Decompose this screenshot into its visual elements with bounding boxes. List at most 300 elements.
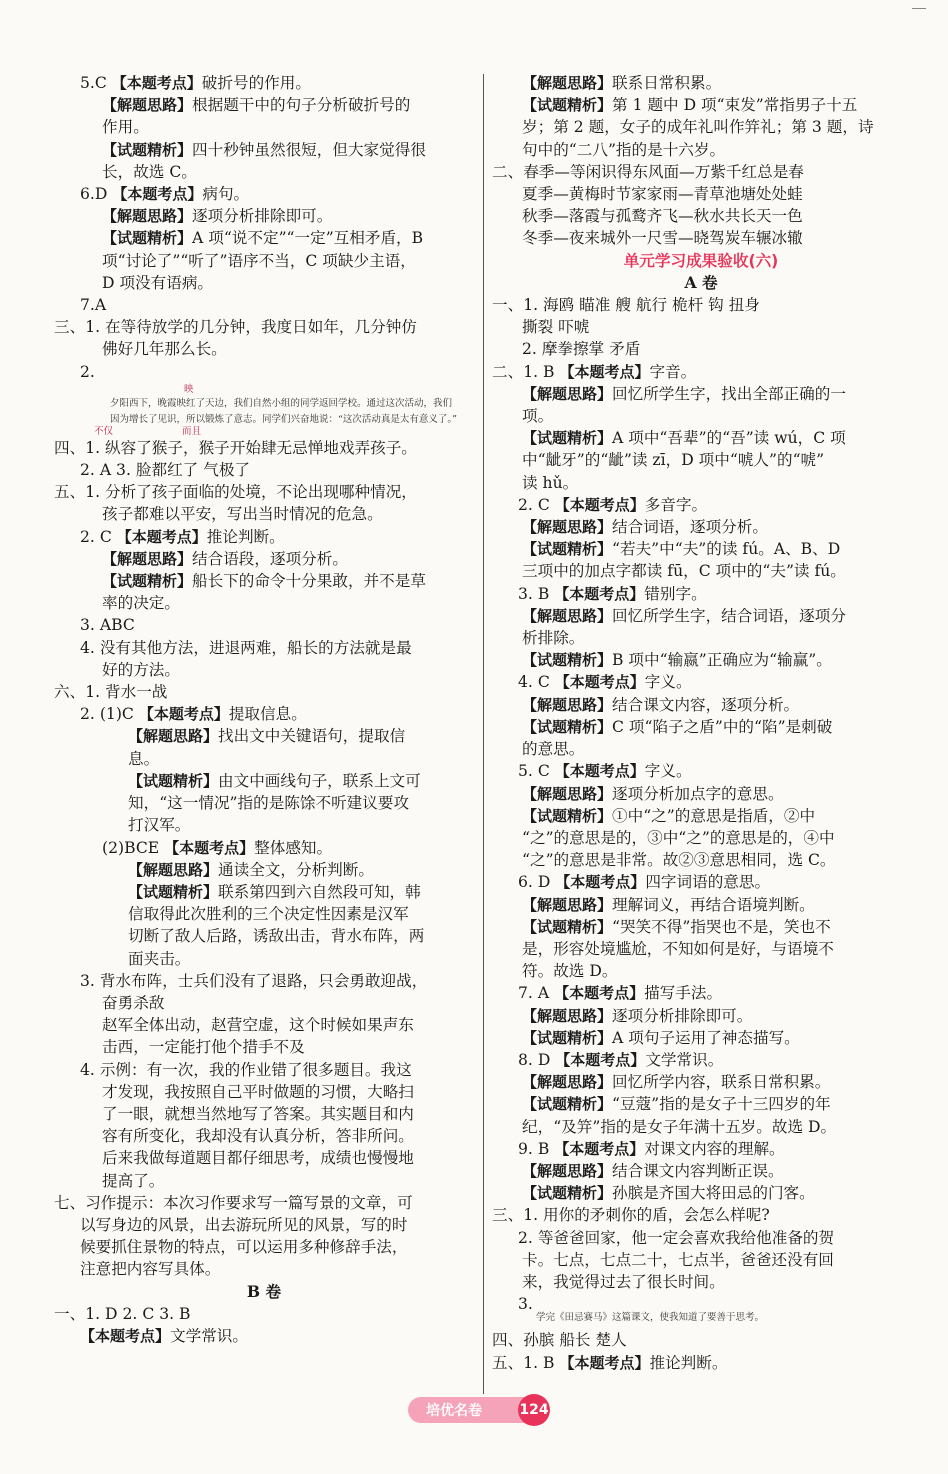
answer-line [492, 1160, 910, 1182]
label-tag: 【本题考点】 [554, 762, 645, 781]
line-text: 卡。七点，七点二十，七点半，爸爸还没有回 [522, 1250, 834, 1269]
answer-line [492, 960, 910, 982]
label-tag: 【试题精析】 [128, 882, 219, 901]
label-tag: 【解题思路】 [522, 784, 613, 803]
label-tag: 【试题精析】 [522, 1184, 613, 1203]
answer-line [54, 548, 474, 570]
line-text: 2. 等爸爸回家，他一定会喜欢我给他准备的贺 [518, 1228, 835, 1247]
line-text: 文学常识。 [645, 1050, 724, 1069]
answer-line: 因为增长了见识，所以锻炼了意志。同学们兴奋地说：“这次活动真是太有意义了。” [110, 413, 457, 425]
line-text: 回忆所学生字，找出全部正确的一 [612, 384, 846, 403]
line-text: 描写手法。 [644, 984, 723, 1003]
answer-line [492, 827, 910, 849]
answer-line [492, 538, 910, 560]
line-text: 中“龇牙”的“龇”读 zī，D 项中“唬人”的“唬” [522, 451, 825, 470]
answer-line [492, 916, 910, 938]
answer-line [492, 361, 910, 383]
line-text: 击西，一定能打他个措手不及 [102, 1038, 305, 1057]
answer-line [492, 516, 910, 538]
line-text: 岁；第 2 题，女子的成年礼叫作笄礼；第 3 题，诗 [522, 118, 874, 137]
answer-line [492, 183, 910, 205]
line-text: 纪，“及笄”指的是女子年满十五岁。故选 D。 [522, 1117, 837, 1136]
answer-line [492, 94, 910, 116]
label-tag: 【本题考点】 [554, 1139, 645, 1158]
answer-line [492, 938, 910, 960]
answer-line [492, 472, 910, 494]
left-column [54, 72, 474, 1347]
line-text: 字音。 [649, 362, 697, 381]
answer-line [54, 294, 474, 316]
line-text: 是，形容处境尴尬，不知如何是好，与语境不 [522, 939, 834, 958]
answer-line [54, 1147, 474, 1169]
answer-line [492, 671, 910, 693]
answer-line [492, 405, 910, 427]
answer-line [54, 814, 474, 836]
answer-line [54, 94, 474, 116]
line-text: 2. C [80, 527, 117, 546]
line-text: 长，故选 C。 [102, 162, 197, 181]
answer-line [492, 1271, 910, 1293]
label-tag: 【本题考点】 [559, 362, 650, 381]
label-tag: 【本题考点】 [116, 527, 207, 546]
section-heading [492, 272, 910, 294]
line-text: 6. D [518, 873, 556, 892]
answer-line [54, 526, 474, 548]
label-tag: 【解题思路】 [522, 695, 613, 714]
answer-line [492, 161, 910, 183]
line-text: 了一眼，就想当然地写了答案。其实题目和内 [102, 1104, 414, 1123]
line-text: 夏季—黄梅时节家家雨—青草池塘处处蛙 [522, 185, 803, 204]
answer-line [54, 361, 474, 383]
label-tag: 【试题精析】 [522, 1028, 613, 1047]
handwritten-sentence: 学完《田忌赛马》这篇课文，使我知道了要善于思考。 [536, 1312, 765, 1324]
answer-line [54, 1081, 474, 1103]
answer-line [54, 1258, 474, 1280]
label-tag: 【解题思路】 [522, 895, 613, 914]
answer-line [54, 1325, 474, 1347]
line-text: 注意把内容写具体。 [80, 1260, 221, 1279]
line-text: 的意思。 [522, 740, 585, 759]
answer-line [54, 1214, 474, 1236]
answer-line [492, 760, 910, 782]
line-text: B 卷 [246, 1281, 282, 1301]
answer-line [492, 72, 910, 94]
line-text: “若夫”中“夫”的读 fú。A、B、D [612, 540, 841, 559]
line-text: 撕裂 吓唬 [522, 318, 590, 337]
answer-line [492, 1093, 910, 1115]
label-tag: 【试题精析】 [128, 771, 219, 790]
answer-line [54, 116, 474, 138]
line-text: 五、1. B [492, 1353, 560, 1372]
line-text: 秋季—落霞与孤鹜齐飞—秋水共长天一色 [522, 207, 803, 226]
answer-line [54, 338, 474, 360]
line-text: 好的方法。 [102, 660, 180, 679]
answer-line [492, 383, 910, 405]
line-text: 面夹击。 [128, 949, 191, 968]
answer-line [54, 1236, 474, 1258]
correction-mark: 映 [184, 383, 194, 395]
column-divider [483, 74, 484, 1394]
label-tag: 【解题思路】 [522, 1006, 613, 1025]
section-heading [492, 250, 910, 272]
answer-line [54, 837, 474, 859]
answer-line [492, 1071, 910, 1093]
line-text: A 卷 [684, 272, 718, 292]
line-text: 孩子都难以平安，写出当时情况的危急。 [102, 505, 383, 524]
answer-line [492, 1049, 910, 1071]
line-text: 6.D [80, 185, 113, 204]
answer-line [54, 659, 474, 681]
answer-line [54, 859, 474, 881]
line-text: 后来我做每道题目都仔细思考，成绩也慢慢地 [102, 1149, 414, 1168]
answer-line [492, 1138, 910, 1160]
label-tag: 【试题精析】 [102, 140, 193, 159]
line-text: 病句。 [202, 185, 250, 204]
answer-line [492, 294, 910, 316]
line-text: 三、1. 用你的矛刺你的盾，会怎么样呢? [492, 1206, 770, 1225]
line-text: 9. B [518, 1139, 555, 1158]
answer-line [492, 139, 910, 161]
answer-line [492, 1204, 910, 1226]
answer-line [54, 725, 474, 747]
answer-line [492, 205, 910, 227]
page-footer [408, 1397, 549, 1423]
line-text: 来，我觉得过去了很长时间。 [522, 1272, 725, 1291]
answer-line [54, 614, 474, 636]
answer-line [54, 1303, 474, 1325]
line-text: 根据题干中的句子分析破折号的 [192, 96, 411, 115]
line-text: 回忆所学生字，结合词语，逐项分 [612, 606, 846, 625]
handwritten-answer-image [54, 383, 474, 437]
line-text: 作用。 [102, 118, 149, 137]
line-text: 奋勇杀敌 [102, 993, 165, 1012]
answer-line [492, 427, 910, 449]
line-text: 5. C [518, 762, 555, 781]
line-text: 4. 没有其他方法，进退两难，船长的方法就是最 [80, 638, 412, 657]
answer-line [54, 903, 474, 925]
line-text: ①中“之”的意思是指盾，②中 [612, 806, 816, 825]
line-text: 单元学习成果验收(六) [623, 251, 779, 270]
line-text: 5.C [80, 74, 112, 92]
line-text: 错别字。 [644, 584, 707, 603]
answer-line [492, 1116, 910, 1138]
answer-line [54, 592, 474, 614]
label-tag: 【本题考点】 [555, 1050, 646, 1069]
page-number: 124 [518, 1394, 550, 1426]
right-column [492, 72, 910, 1374]
answer-line [54, 503, 474, 525]
line-text: 逐项分析排除即可。 [612, 1006, 753, 1025]
line-text: 联系第四到六自然段可知，韩 [218, 882, 421, 901]
line-text: 多音字。 [644, 495, 708, 514]
line-text: 联系日常积累。 [612, 74, 722, 92]
line-text: 四、孙膑 船长 楚人 [492, 1331, 627, 1350]
label-tag: 【解题思路】 [522, 384, 613, 403]
label-tag: 【试题精析】 [522, 540, 613, 559]
line-text: 2. C [518, 495, 555, 514]
answer-line [492, 449, 910, 471]
line-text: 才发现，我按照自己平时做题的习惯，大略扫 [102, 1082, 414, 1101]
line-text: 切断了敌人后路，诱敌出击，背水布阵，两 [128, 927, 425, 946]
answer-line [54, 437, 474, 459]
line-text: 破折号的作用。 [201, 74, 311, 92]
line-text: A 项句子运用了神态描写。 [612, 1028, 800, 1047]
answer-line [492, 316, 910, 338]
line-text: 第 1 题中 D 项“束发”常指男子十五 [612, 96, 858, 115]
answer-line [492, 583, 910, 605]
label-tag: 【解题思路】 [522, 1161, 613, 1180]
answer-line [492, 605, 910, 627]
label-tag: 【试题精析】 [522, 429, 613, 448]
answer-line [54, 139, 474, 161]
line-text: 符。故选 D。 [522, 962, 618, 981]
answer-line [54, 1170, 474, 1192]
line-text: 4. C [518, 673, 555, 692]
line-text: 2. 摩拳擦掌 矛盾 [522, 340, 641, 359]
answer-line [54, 1103, 474, 1125]
line-text: 由文中画线句子，联系上文可 [218, 771, 421, 790]
answer-line [54, 970, 474, 992]
line-text: 冬季—夜来城外一尺雪—晓驾炭车辗冰辙 [522, 229, 803, 248]
answer-line [492, 738, 910, 760]
line-text: 4. 示例：有一次，我的作业错了很多题目。我这 [80, 1060, 412, 1079]
line-text: 信取得此次胜利的三个决定性因素是汉军 [128, 905, 409, 924]
label-tag: 【本题考点】 [554, 495, 645, 514]
answer-line [492, 871, 910, 893]
line-text: A 项中“吾辈”的“吾”读 wú，C 项 [612, 429, 846, 448]
line-text: D 项没有语病。 [102, 273, 214, 292]
line-text: 文学常识。 [170, 1326, 248, 1345]
answer-line [54, 1059, 474, 1081]
label-tag: 【本题考点】 [555, 873, 646, 892]
line-text: 字义。 [644, 673, 692, 692]
answer-line [492, 627, 910, 649]
line-text: 结合课文内容判断正误。 [612, 1161, 784, 1180]
answer-line [54, 570, 474, 592]
line-text: 2. [80, 362, 95, 381]
line-text: 推论判断。 [206, 527, 285, 546]
label-tag: 【试题精析】 [522, 717, 613, 736]
answer-line [54, 748, 474, 770]
label-tag: 【本题考点】 [80, 1326, 171, 1345]
line-text: 推论判断。 [649, 1353, 728, 1372]
line-text: 析排除。 [522, 629, 585, 648]
answer-line [492, 227, 910, 249]
line-text: 四十秒钟虽然很短，但大家觉得很 [192, 140, 426, 159]
line-text: 项。 [522, 407, 554, 426]
line-text: 提高了。 [102, 1171, 165, 1190]
answer-line [492, 649, 910, 671]
label-tag: 【解题思路】 [522, 518, 613, 537]
correction-mark: 不仅 [94, 425, 114, 437]
label-tag: 【解题思路】 [522, 1073, 613, 1092]
line-text: 项“讨论了”“听了”语序不当，C 项缺少主语， [102, 251, 416, 270]
line-text: 结合课文内容，逐项分析。 [612, 695, 800, 714]
line-text: C 项“陷子之盾”中的“陷”是刺破 [612, 717, 833, 736]
answer-line [54, 227, 474, 249]
correction-mark: 而且 [182, 425, 202, 437]
line-text: 四、1. 纵容了猴子，猴子开始肆无忌惮地戏弄孩子。 [54, 438, 417, 457]
line-text: 7.A [80, 296, 107, 315]
corner-mark [912, 8, 926, 9]
answer-line [54, 1036, 474, 1058]
line-text: A 项“说不定”“一定”互相矛盾，B [192, 229, 424, 248]
line-text: 三、1. 在等待放学的几分钟，我度日如年，几分钟仿 [54, 318, 417, 337]
answer-line [54, 770, 474, 792]
answer-line [492, 1329, 910, 1351]
line-text: 结合词语，逐项分析。 [612, 518, 768, 537]
line-text: 句中的“二八”指的是十六岁。 [522, 140, 726, 159]
label-tag: 【试题精析】 [522, 96, 613, 115]
line-text: 3. 背水布阵，士兵们没有了退路，只会勇敢迎战， [80, 971, 428, 990]
answer-line [54, 925, 474, 947]
answer-line [492, 560, 910, 582]
label-tag: 【解题思路】 [102, 549, 193, 568]
answer-line [492, 805, 910, 827]
line-text: 逐项分析排除即可。 [192, 207, 333, 226]
line-text: “之”的意思是非常。故②③意思相同，选 C。 [522, 851, 836, 870]
answer-line [492, 1227, 910, 1249]
answer-line [54, 183, 474, 205]
line-text: 船长下的命令十分果敢，并不是草 [192, 572, 426, 591]
line-text: 率的决定。 [102, 594, 180, 613]
line-text: 候要抓住景物的特点，可以运用多种修辞手法， [80, 1238, 408, 1257]
label-tag: 【本题考点】 [554, 673, 645, 692]
line-text: 逐项分析加点字的意思。 [612, 784, 784, 803]
answer-line [492, 849, 910, 871]
line-text: B 项中“输嬴”正确应为“输赢”。 [612, 651, 832, 670]
label-tag: 【本题考点】 [111, 74, 202, 92]
answer-line [492, 1182, 910, 1204]
line-text: 孙膑是齐国大将田忌的门客。 [612, 1184, 815, 1203]
footer-brand: 培优名卷 [426, 1403, 482, 1419]
line-text: 一、1. 海鸥 瞄准 艘 航行 桅杆 钩 扭身 [492, 296, 760, 315]
line-text: 找出文中关键语句，提取信 [218, 727, 406, 746]
line-text: 字义。 [644, 762, 692, 781]
line-text: “之”的意思是的，③中“之”的意思是的，④中 [522, 828, 835, 847]
line-text: 8. D [518, 1050, 556, 1069]
answer-line [492, 694, 910, 716]
label-tag: 【解题思路】 [128, 727, 219, 746]
answer-line [54, 250, 474, 272]
label-tag: 【试题精析】 [522, 806, 613, 825]
label-tag: 【本题考点】 [554, 584, 645, 603]
answer-line [492, 1249, 910, 1271]
label-tag: 【本题考点】 [138, 705, 229, 724]
line-text: 3. ABC [80, 616, 135, 635]
label-tag: 【本题考点】 [554, 984, 645, 1003]
label-tag: 【试题精析】 [522, 1095, 613, 1114]
answer-line [492, 338, 910, 360]
answer-line [54, 481, 474, 503]
answer-line [54, 792, 474, 814]
label-tag: 【本题考点】 [559, 1353, 650, 1372]
answer-line [492, 716, 910, 738]
label-tag: 【解题思路】 [102, 96, 193, 115]
label-tag: 【解题思路】 [522, 606, 613, 625]
line-text: 二、春季—等闲识得东风面—万紫千红总是春 [492, 162, 804, 181]
line-text: 六、1. 背水一战 [54, 683, 168, 702]
line-text: 容有所变化，我却没有认真分析，答非所问。 [102, 1127, 414, 1146]
label-tag: 【解题思路】 [522, 74, 613, 92]
label-tag: 【试题精析】 [102, 572, 193, 591]
line-text: 三项中的加点字都读 fū，C 项中的“夫”读 fú。 [522, 562, 846, 581]
line-text: 七、习作提示：本次习作要求写一篇写景的文章，可 [54, 1193, 413, 1212]
label-tag: 【试题精析】 [522, 651, 613, 670]
answer-line [54, 1192, 474, 1214]
answer-line [54, 992, 474, 1014]
answer-line [54, 1125, 474, 1147]
section-heading [54, 1281, 474, 1303]
line-text: 五、1. 分析了孩子面临的处境，不论出现哪种情况， [54, 483, 417, 502]
answer-line [492, 783, 910, 805]
answer-line [54, 1014, 474, 1036]
answer-line [54, 72, 474, 94]
answer-line [492, 494, 910, 516]
line-text: 以写身边的风景，出去游玩所见的风景，写的时 [80, 1215, 408, 1234]
line-text: “哭笑不得”指哭也不是，笑也不 [612, 917, 831, 936]
line-text: 提取信息。 [228, 705, 307, 724]
answer-line [492, 1005, 910, 1027]
line-text: 整体感知。 [254, 838, 333, 857]
line-text: 2. (1)C [80, 705, 139, 724]
line-text: 理解词义，再结合语境判断。 [612, 895, 815, 914]
answer-line [492, 1027, 910, 1049]
answer-line [492, 116, 910, 138]
answer-line [54, 881, 474, 903]
line-text: 一、1. D 2. C 3. B [54, 1304, 191, 1323]
label-tag: 【解题思路】 [128, 860, 219, 879]
line-text: 打汉军。 [128, 816, 191, 835]
line-text: 3. B [518, 584, 555, 603]
label-tag: 【解题思路】 [102, 207, 193, 226]
line-text: 四字词语的意思。 [645, 873, 771, 892]
answer-line [54, 272, 474, 294]
answer-line [54, 681, 474, 703]
answer-line [54, 205, 474, 227]
line-text: (2)BCE [102, 838, 165, 857]
line-text: 3. [518, 1295, 533, 1314]
answer-line [54, 316, 474, 338]
line-text: 息。 [128, 749, 160, 768]
label-tag: 【试题精析】 [102, 229, 193, 248]
line-text: 2. A 3. 脸都红了 气极了 [80, 461, 251, 480]
answer-line [54, 703, 474, 725]
line-text: 赵军全体出动，赵营空虚，这个时候如果声东 [102, 1016, 414, 1035]
line-text: 回忆所学内容，联系日常积累。 [612, 1073, 831, 1092]
answer-line [492, 1352, 910, 1374]
answer-line [492, 894, 910, 916]
line-text: 7. A [518, 984, 555, 1003]
line-text: “豆蔻”指的是女子十三四岁的年 [612, 1095, 831, 1114]
label-tag: 【本题考点】 [164, 838, 255, 857]
line-text: 读 hǔ。 [522, 473, 579, 492]
answer-line [54, 459, 474, 481]
answer-line [492, 982, 910, 1004]
line-text: 通读全文，分析判断。 [218, 860, 374, 879]
line-text: 知，“这一情况”指的是陈馀不听建议要攻 [128, 794, 410, 813]
label-tag: 【本题考点】 [112, 185, 203, 204]
label-tag: 【试题精析】 [522, 917, 613, 936]
answer-line [54, 161, 474, 183]
answer-line [54, 948, 474, 970]
answer-line [54, 637, 474, 659]
line-text: 佛好几年那么长。 [102, 340, 227, 359]
line-text: 二、1. B [492, 362, 560, 381]
line-text: 结合语段，逐项分析。 [192, 549, 348, 568]
answer-line: 夕阳西下，晚霞映红了天边，我们自然小组的同学返回学校。通过这次活动，我们 [110, 397, 453, 409]
line-text: 对课文内容的理解。 [644, 1139, 785, 1158]
